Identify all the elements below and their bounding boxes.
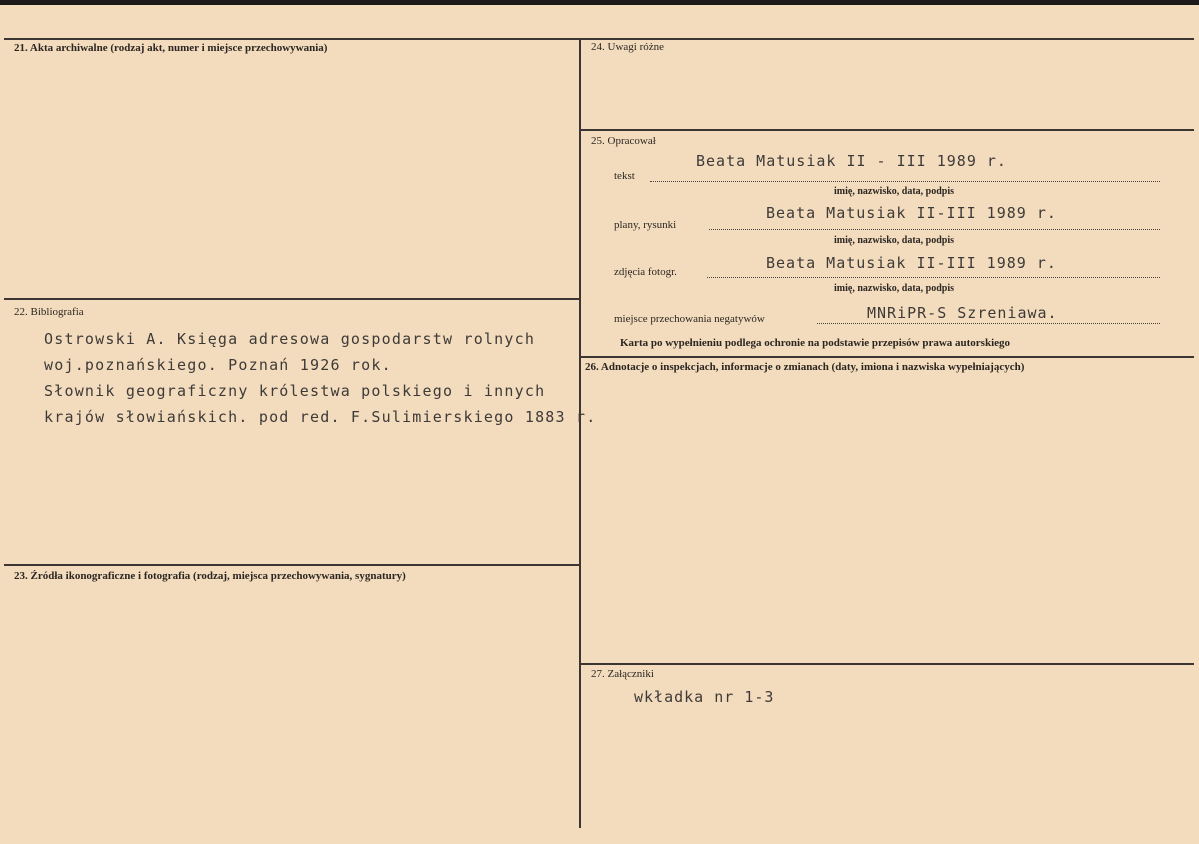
- attachments-value: wkładka nr 1-3: [634, 688, 775, 706]
- zdjecia-label: zdjęcia fotogr.: [614, 266, 677, 278]
- bibliography-line-4: krajów słowiańskich. pod red. F.Sulimierskiego 1883 r.: [44, 408, 597, 426]
- zdjecia-caption: imię, nazwisko, data, podpis: [834, 283, 955, 294]
- top-rule: [4, 38, 1194, 40]
- rule-26-27: [581, 663, 1194, 665]
- tekst-dotted-line: [650, 181, 1160, 182]
- negatywy-value: MNRiPR-S Szreniawa.: [867, 304, 1058, 322]
- bibliography-line-3: Słownik geograficzny królestwa polskiego i innych: [44, 382, 546, 400]
- rule-22-23: [4, 564, 581, 566]
- section-24-label: 24. Uwagi różne: [591, 41, 665, 53]
- plany-caption: imię, nazwisko, data, podpis: [834, 235, 955, 246]
- center-divider: [579, 38, 581, 828]
- section-25-label: 25. Opracował: [591, 135, 656, 147]
- section-27-label: 27. Załączniki: [591, 668, 654, 680]
- tekst-value: Beata Matusiak II - III 1989 r.: [696, 152, 1007, 170]
- tekst-label: tekst: [614, 170, 635, 182]
- plany-value: Beata Matusiak II-III 1989 r.: [766, 204, 1057, 222]
- tekst-caption: imię, nazwisko, data, podpis: [834, 186, 955, 197]
- section-22-label: 22. Bibliografia: [14, 306, 84, 318]
- copyright-note: Karta po wypełnieniu podlega ochronie na podstawie przepisów prawa autorskiego: [620, 337, 1011, 349]
- top-edge: [0, 0, 1199, 5]
- rule-25-26: [581, 356, 1194, 358]
- bibliography-line-2: woj.poznańskiego. Poznań 1926 rok.: [44, 356, 392, 374]
- section-26-label: 26. Adnotacje o inspekcjach, informacje o zmianach (daty, imiona i nazwiska wypełniających): [585, 361, 1025, 373]
- section-23-label: 23. Źródła ikonograficzne i fotografia (rodzaj, miejsca przechowywania, sygnatury): [14, 570, 406, 582]
- rule-21-22: [4, 298, 581, 300]
- zdjecia-value: Beata Matusiak II-III 1989 r.: [766, 254, 1057, 272]
- negatywy-dotted-line: [817, 323, 1160, 324]
- bibliography-line-1: Ostrowski A. Księga adresowa gospodarstw rolnych: [44, 330, 536, 348]
- negatywy-label: miejsce przechowania negatywów: [614, 313, 765, 325]
- plany-dotted-line: [709, 229, 1160, 230]
- rule-24-25: [581, 129, 1194, 131]
- plany-label: plany, rysunki: [614, 219, 677, 231]
- zdjecia-dotted-line: [707, 277, 1160, 278]
- section-21-label: 21. Akta archiwalne (rodzaj akt, numer i miejsce przechowywania): [14, 42, 328, 54]
